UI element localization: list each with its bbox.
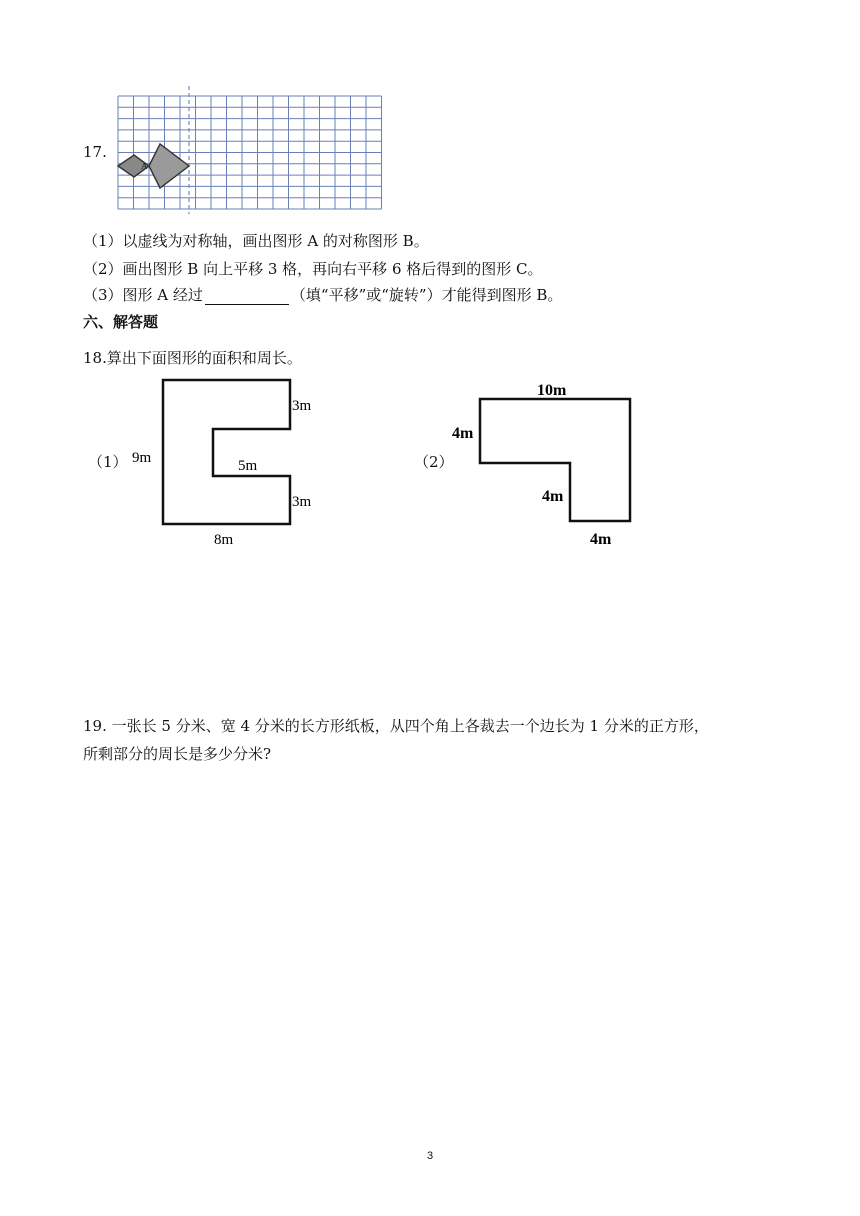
label-inner-5m: 5m [238,458,258,474]
figure-1-c-shape [128,378,328,550]
label-bottom-8m: 8m [214,532,234,548]
page-number: 3 [426,1150,434,1162]
question-18-prompt: 18.算出下面图形的面积和周长。 [83,349,302,367]
figure-2-l-shape [444,376,644,552]
q17-item-3-before: （3）图形 A 经过 [83,286,203,304]
label-left-4m: 4m [452,425,474,442]
question-19-line-2: 所剩部分的周长是多少分米? [83,745,272,763]
question-17-number: 17. [83,143,107,161]
c-shape-outline [163,380,290,524]
figure-1-label: （1） [88,453,128,471]
answer-blank[interactable] [205,288,289,305]
label-bottom-4m: 4m [590,531,612,548]
label-bottom-right-3m: 3m [292,494,312,510]
label-top-10m: 10m [537,382,567,399]
q17-item-1: （1）以虚线为对称轴，画出图形 A 的对称图形 B。 [83,232,429,250]
question-19-line-1: 19. 一张长 5 分米、宽 4 分米的长方形纸板，从四个角上各裁去一个边长为 1 分米的正方形， [83,717,709,735]
shape-a-arrow [149,144,189,188]
question-17-grid-figure [112,86,382,214]
label-top-right-3m: 3m [292,398,312,414]
figure-2-label: （2） [414,453,454,471]
q17-item-3-after: （填“平移”或“旋转”）才能得到图形 B。 [290,286,563,304]
label-inner-4m: 4m [542,488,564,505]
label-left-9m: 9m [132,450,152,466]
section-title: 六、解答题 [83,313,159,331]
shape-a-label: A [141,161,148,171]
q17-item-3 [83,285,562,305]
q17-item-2: （2）画出图形 B 向上平移 3 格，再向右平移 6 格后得到的图形 C。 [83,260,543,278]
